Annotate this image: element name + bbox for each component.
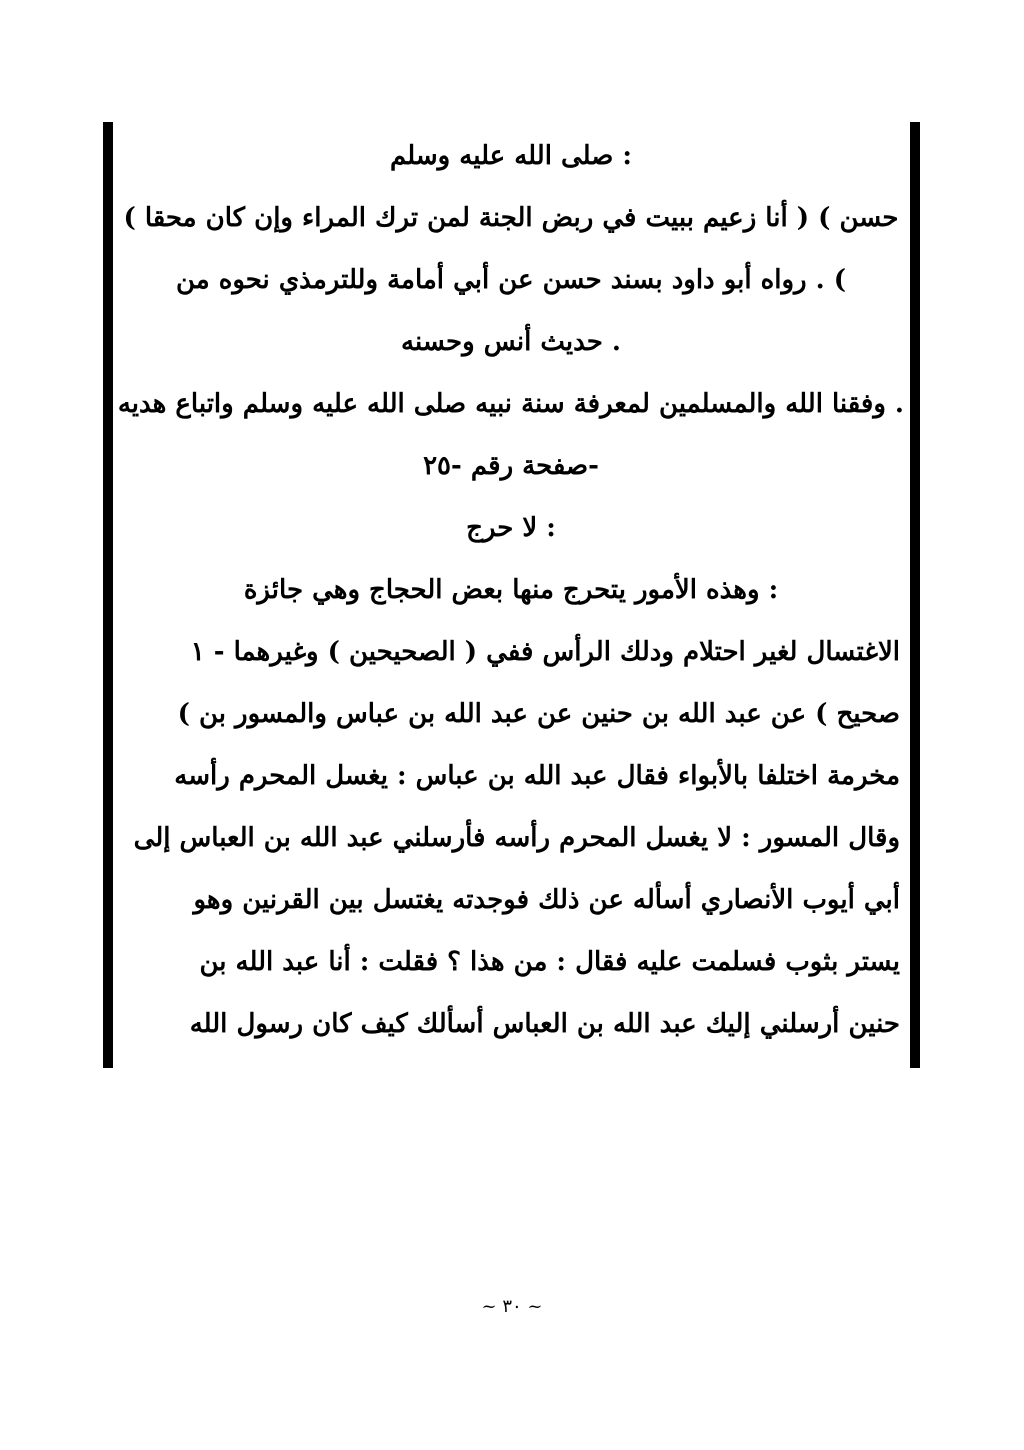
text-line: : صلى الله عليه وسلم	[389, 141, 632, 171]
section-heading: : لا حرج	[466, 513, 556, 543]
text-line: صحيح ) عن عبد الله بن حنين عن عبد الله بن عباس والمسور بن )	[177, 699, 900, 729]
text-line: : وهذه الأمور يتحرج منها بعض الحجاج وهي جائزة	[243, 575, 779, 605]
left-border-bar	[103, 122, 113, 1068]
text-line: . حديث أنس وحسنه	[401, 327, 621, 357]
text-line: حنين أرسلني إليك عبد الله بن العباس أسألك كيف كان رسول الله	[189, 1009, 900, 1039]
page-number: ~ ٣٠ ~	[481, 1296, 543, 1317]
text-line: يستر بثوب فسلمت عليه فقال : من هذا ؟ فقلت : أنا عبد الله بن	[199, 947, 900, 977]
page-reference: -صفحة رقم -٢٥	[423, 451, 599, 481]
text-line: وقال المسور : لا يغسل المحرم رأسه فأرسلني عبد الله بن العباس إلى	[133, 823, 900, 853]
text-line: حسن ) ( أنا زعيم ببيت في ربض الجنة لمن ترك المراء وإن كان محقا )	[123, 203, 899, 233]
text-line: ) . رواه أبو داود بسند حسن عن أبي أمامة وللترمذي نحوه من	[175, 265, 847, 295]
text-body-continued	[118, 122, 904, 1068]
text-line: الاغتسال لغير احتلام ودلك الرأس ففي ( الصحيحين ) وغيرهما - ١	[190, 637, 900, 667]
text-line: أبي أيوب الأنصاري أسأله عن ذلك فوجدته يغتسل بين القرنين وهو	[193, 885, 900, 915]
right-border-bar	[910, 122, 920, 1068]
text-line: . وفقنا الله والمسلمين لمعرفة سنة نبيه صلى الله عليه وسلم واتباع هديه	[118, 389, 904, 419]
text-line: مخرمة اختلفا بالأبواء فقال عبد الله بن عباس : يغسل المحرم رأسه	[174, 761, 900, 791]
